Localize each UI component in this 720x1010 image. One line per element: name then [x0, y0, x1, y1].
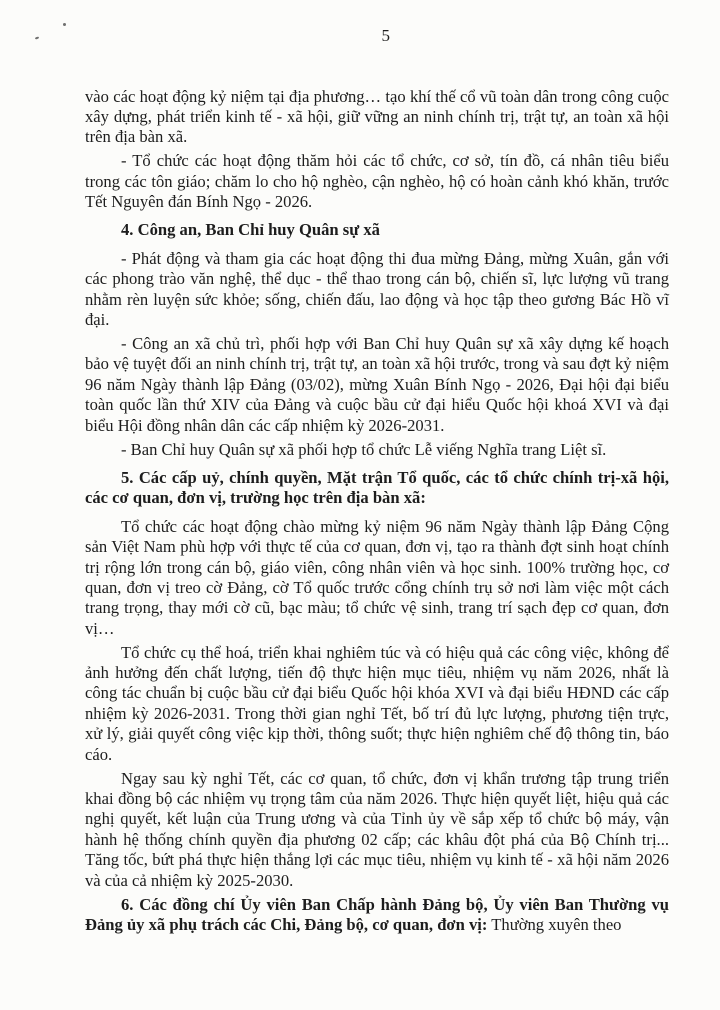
document-body — [85, 83, 669, 935]
page-number: 5 — [381, 26, 391, 45]
paragraph: - Công an xã chủ trì, phối hợp với Ban Chỉ huy Quân sự xã xây dựng kế hoạch bảo vệ tuyệt đối an ninh chính trị, trật tự, an toàn xã hội trước, trong và sau đợt kỷ niệm 96 năm Ngày thành lập Đảng (03/02), mừng Xuân Bính Ngọ - 2026, Đại hội đại biểu toàn quốc lần thứ XIV của Đảng và cuộc bầu cử đại hiểu Quốc hội khoá XVI và đại biểu Hội đồng nhân dân các cấp nhiệm kỳ 2026-2031. — [85, 333, 669, 435]
paragraph: - Tổ chức các hoạt động thăm hỏi các tổ chức, cơ sở, tín đồ, cá nhân tiêu biểu trong các tôn giáo; chăm lo cho hộ nghèo, cận nghèo, hộ có hoàn cảnh khó khăn, trước Tết Nguyên đán Bính Ngọ - 2026. — [85, 151, 669, 212]
paragraph: - Phát động và tham gia các hoạt động thi đua mừng Đảng, mừng Xuân, gắn với các phong trào văn nghệ, thể dục - thể thao trong cán bộ, chiến sĩ, lực lượng vũ trang nhằm rèn luyện sức khỏe; sống, chiến đấu, lao động và học tập theo gương Bác Hồ vĩ đại. — [85, 248, 669, 330]
scan-speck — [35, 36, 39, 39]
paragraph: Tổ chức cụ thể hoá, triển khai nghiêm túc và có hiệu quả các công việc, không để ảnh hưởng đến chất lượng, tiến độ thực hiện mục tiêu, nhiệm vụ năm 2026, nhất là công tác chuẩn bị cuộc bầu cử đại biểu Quốc hội khóa XVI và đại biểu HĐND các cấp nhiệm kỳ 2026-2031. Trong thời gian nghỉ Tết, bố trí đủ lực lượng, phương tiện trực, xử lý, giải quyết công việc kịp thời, thông suốt; thực hiện nghiêm chế độ thông tin, báo cáo. — [85, 642, 669, 764]
section-heading: 5. Các cấp uỷ, chính quyền, Mặt trận Tổ quốc, các tổ chức chính trị-xã hội, các cơ quan, đơn vị, trường học trên địa bàn xã: — [85, 467, 669, 508]
paragraph-bold-lead: 6. Các đồng chí Ủy viên Ban Chấp hành Đảng bộ, Ủy viên Ban Thường vụ Đảng ủy xã phụ trách các Chi, Đảng bộ, cơ quan, đơn vị: — [85, 894, 669, 934]
paragraph: vào các hoạt động kỷ niệm tại địa phương… tạo khí thế cổ vũ toàn dân trong công cuộc xây dựng, phát triển kinh tế - xã hội, giữ vững an ninh chính trị, trật tự, an toàn xã hội trên địa bàn xã. — [85, 86, 669, 147]
paragraph: - Ban Chỉ huy Quân sự xã phối hợp tổ chức Lễ viếng Nghĩa trang Liệt sĩ. — [121, 439, 607, 459]
section-heading: 4. Công an, Ban Chỉ huy Quân sự xã — [121, 220, 380, 240]
paragraph: Ngay sau kỳ nghỉ Tết, các cơ quan, tổ chức, đơn vị khẩn trương tập trung triển khai đồng bộ các nhiệm vụ trọng tâm của năm 2026. Thực hiện quyết liệt, hiệu quả các nghị quyết, kết luận của Trung ương và của Tỉnh ủy về sắp xếp tổ chức bộ máy, vận hành hệ thống chính quyền địa phương 02 cấp; các khâu đột phá của Bộ Chính trị... Tăng tốc, bứt phá thực hiện thắng lợi các mục tiêu, nhiệm vụ kinh tế - xã hội năm 2026 và của cả nhiệm kỳ 2025-2030. — [85, 768, 669, 890]
paragraph: 6. Các đồng chí Ủy viên Ban Chấp hành Đảng bộ, Ủy viên Ban Thường vụ Đảng ủy xã phụ trách các Chi, Đảng bộ, cơ quan, đơn vị: Thường xuyên theo — [85, 894, 669, 934]
paragraph: Tổ chức các hoạt động chào mừng kỷ niệm 96 năm Ngày thành lập Đảng Cộng sản Việt Nam phù hợp với thực tế của cơ quan, đơn vị, tạo ra thành đợt sinh hoạt chính trị rộng lớn trong cán bộ, giáo viên, công nhân viên và học sinh. 100% trường học, cơ quan, đơn vị treo cờ Đảng, cờ Tổ quốc trước cổng chính trụ sở nơi làm việc một cách trang trọng, thay mới cờ cũ, bạc màu; tổ chức vệ sinh, trang trí sạch đẹp cơ quan, đơn vị… — [85, 516, 669, 638]
